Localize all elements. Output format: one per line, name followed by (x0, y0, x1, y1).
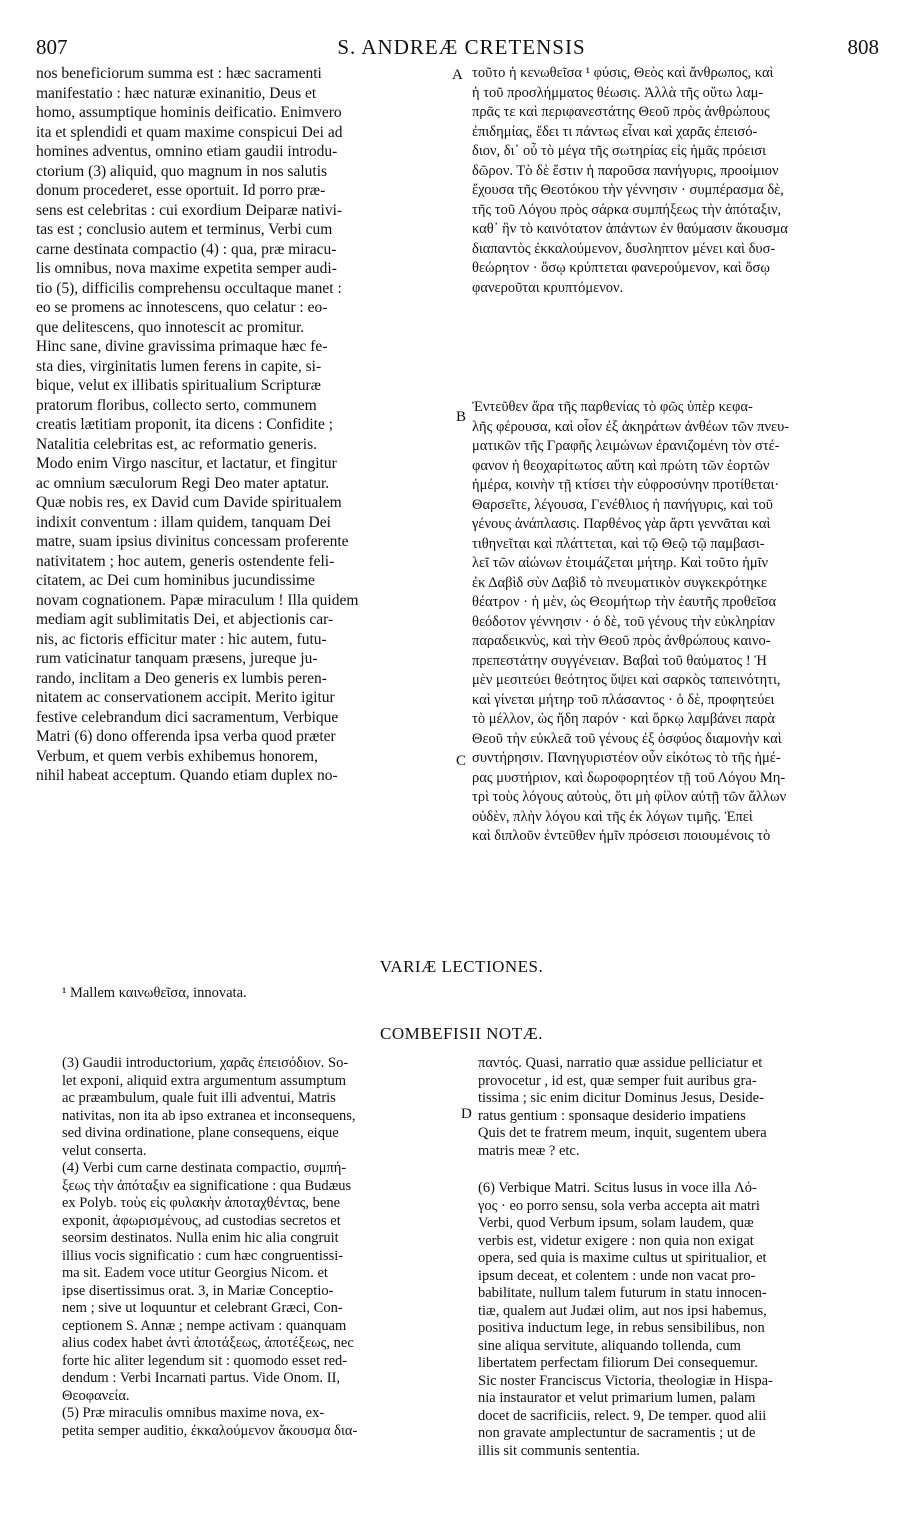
note-line: nativitas, non ita ab ipso extranea et inconsequens, (62, 1107, 356, 1124)
latin-text-line: ac omnium sæculorum Regi Deo mater aptatur. (36, 474, 330, 492)
latin-text-line: ctorium (3) aliquid, quo magnum in nos salutis (36, 162, 328, 180)
greek-text-line: τὸ μέλλον, ὡς ἤδη παρόν · καὶ ὅρκῳ λαμβάνει παρὰ (472, 711, 775, 727)
greek-text-line: θεόδοτον γέννησιν · ὁ δὲ, τοῦ γένους τὴν εὐκληρίαν (472, 613, 775, 630)
latin-text-line: homo, assumptique hominis deificatio. Enimvero (36, 104, 342, 121)
note-line: illius vocis significatio : cum hæc congruentissi- (62, 1247, 344, 1264)
greek-text-line: λῆς φέρουσα, καὶ οἷον ἐξ ἀκηράτων ἀνθέων τῶν πνευ- (472, 418, 790, 435)
latin-text-line: nativitatem ; hoc autem, generis ostendente feli- (36, 552, 335, 570)
note-line: ex Polyb. τοὺς εἰς φυλακὴν ἀποταχθέντας, bene (62, 1195, 341, 1211)
latin-text-line: rando, inclitam a Deo generis ex lumbis peren- (36, 669, 327, 687)
note-line: tissima ; sic enim dicitur Dominus Jesus, Deside- (478, 1090, 764, 1106)
greek-text-line: ἐκ Δαβὶδ σὺν Δαβὶδ τὸ πνευματικὸν συγκεκρότηκε (472, 574, 767, 591)
greek-text-line: τιθηνεῖται καὶ πλάττεται, καὶ τῷ Θεῷ τῷ παμβασι- (472, 535, 765, 552)
note-line: matris meæ ? etc. (478, 1142, 580, 1159)
greek-text-column-top (472, 64, 890, 298)
greek-text-line: διαπαντὸς ἐκκαλούμενον, δυσληπτον μένει καὶ δυσ- (472, 240, 776, 257)
variant-reading-note: ¹ Mallem καινωθεῖσα, innovata. (62, 985, 247, 1001)
note-line: positiva inductum lege, in rebus sensibilibus, non (478, 1320, 765, 1336)
margin-marker-b: B (456, 409, 467, 425)
notes-right-column-bottom (478, 1180, 893, 1460)
note-line: nia instaurator et velut primarium lumen, palam (478, 1390, 756, 1406)
latin-text-line: bique, velut ex illibatis spiritualium Scripturæ (36, 377, 321, 394)
note-line: petita semper auditio, ἐκκαλούμενον ἄκουσμα δια- (62, 1422, 358, 1439)
note-line: tiæ, qualem aut Judæi olim, aut nos ipsi habemus, (478, 1302, 767, 1319)
greek-text-line: Θεοῦ τὴν εὐκλεᾶ τοῦ γένους ἐξ ὀσφύος διαμονὴν καὶ (472, 730, 782, 747)
latin-text-line: Quæ nobis res, ex David cum Davide spiritualem (36, 494, 342, 511)
latin-text-line: lis omnibus, nova maxime expetita semper audi- (36, 260, 337, 277)
greek-text-line: ἡ τοῦ προσλήμματος θέωσις. Ἀλλὰ τῆς οὕτω λαμ- (472, 84, 764, 101)
latin-text-line: matre, suam ipsius divinitus concessam proferente (36, 533, 349, 550)
greek-text-line: παραδεικνὺς, καὶ τὴν Θεοῦ πρὸς ἀνθρώπους καινο- (472, 633, 771, 649)
note-line: Quis det te fratrem meum, inquit, sugentem ubera (478, 1125, 767, 1141)
note-line: ipse disertissimus orat. 3, in Mariæ Conceptio- (62, 1282, 334, 1299)
notes-right-column-top (478, 1055, 893, 1160)
variae-lectiones-heading: VARIÆ LECTIONES. (379, 957, 544, 976)
greek-text-column-bottom (472, 398, 890, 847)
note-line: sed divina ordinatione, plane consequens, eique (62, 1125, 339, 1141)
greek-text-line: δῶρον. Τὸ δὲ ἔστιν ἡ παροῦσα πανήγυρις, προοίμιον (472, 162, 779, 179)
latin-text-line: mediam agit sublimitatis Dei, et abjectionis car- (36, 611, 334, 628)
note-line: ceptionem S. Annæ ; nempe activam : quanquam (62, 1317, 347, 1334)
note-line: nem ; sive ut loquuntur et celebrant Græci, Con- (62, 1300, 343, 1316)
greek-text-line: φανεροῦται κρυπτόμενον. (472, 279, 624, 296)
latin-text-line: nitatem ac conservationem accipit. Merito igitur (36, 689, 335, 706)
note-line: velut conserta. (62, 1142, 147, 1159)
greek-text-line: πρεπεστάτην συγγένειαν. Βαβαὶ τοῦ θαύματος ! Ἡ (472, 652, 767, 669)
greek-text-line: ἔχουσα τῆς Θεοτόκου τὴν γέννησιν · συμπέρασμα δὲ, (472, 182, 784, 198)
note-line: let exponi, aliquid extra argumentum assumptum (62, 1072, 347, 1089)
latin-text-line: carne destinata compactio (4) : qua, præ miracu- (36, 240, 337, 258)
latin-text-line: Natalitia celebritas est, ac reformatio generis. (36, 435, 318, 453)
page-number-left: 807 (36, 35, 68, 59)
note-line: provocetur , id est, quæ semper fuit auribus gra- (478, 1072, 757, 1089)
greek-text-line: Ἐντεῦθεν ἄρα τῆς παρθενίας τὸ φῶς ὑπὲρ κεφα- (472, 399, 753, 415)
latin-text-line: manifestatio : hæc naturæ exinanitio, Deus et (36, 84, 317, 102)
latin-text-line: citatem, ac Dei cum hominibus jucundissime (36, 572, 315, 589)
note-line: alius codex habet ἀντὶ ἀποτάξεως, ἀποτέξεως, nec (62, 1335, 354, 1351)
note-line: forte hic aliter legendum sit : quomodo esset red- (62, 1352, 348, 1369)
note-line: babilitate, nullum talem futurum in statu innocen- (478, 1285, 767, 1301)
latin-text-line: donum procederet, esse oportuit. Id porro præ- (36, 182, 326, 199)
latin-text-line: rum vaticinatur tanquam præsens, jureque ju- (36, 650, 318, 667)
greek-text-line: καὶ διπλοῦν ἐντεῦθεν ἡμῖν πρόσεισι ποιουμένοις τὸ (472, 828, 771, 844)
greek-text-line: καθ᾽ ἣν τὸ καινότατον ἁπάντων ἐν θαύμασιν ἄκουσμα (472, 221, 788, 237)
note-line: libertatem perfectam filiorum Dei consequemur. (478, 1355, 758, 1371)
latin-text-line: pratorum floribus, collecto serto, communem (36, 396, 317, 414)
note-line: docet de sacrificiis, relect. 9, De temper. quod alii (478, 1407, 767, 1424)
latin-text-line: novam cognationem. Papæ miraculum ! Illa quidem (36, 591, 359, 609)
greek-text-line: γένους ἀνάπλασις. Παρθένος γὰρ ἄρτι γεννᾶται καὶ (472, 516, 771, 532)
note-line: seorsim destinatos. Nulla enim hic alia congruit (62, 1230, 339, 1246)
latin-text-line: Hinc sane, divine gravissima primaque hæc fe- (36, 338, 328, 355)
note-line: non gravate amplectuntur de sacramentis ; ut de (478, 1425, 756, 1441)
latin-text-line: nos beneficiorum summa est : hæc sacramenti (36, 65, 322, 82)
latin-text-line: tio (5), difficilis comprehensu occultaque manet : (36, 279, 342, 297)
note-line: ratus gentium : sponsaque desiderio impatiens (478, 1107, 746, 1124)
latin-text-line: ita et splendidi et quam maxime conspicui Dei ad (36, 123, 343, 141)
latin-text-column (36, 64, 454, 786)
note-line: dendum : Verbi Incarnati partus. Vide Onom. II, (62, 1370, 341, 1386)
note-line: Θεοφανεία. (62, 1387, 130, 1404)
note-line: ξεως τὴν ἀπόταξιν ea significatione : qua Budæus (62, 1177, 352, 1194)
greek-text-line: καὶ γίνεται μήτηρ τοῦ πλάσαντος · ὁ δὲ, προφητεύει (472, 691, 775, 708)
note-line: παντός. Quasi, narratio quæ assidue pelliciatur et (478, 1055, 763, 1071)
latin-text-line: festive celebrandum dici sacramentum, Verbique (36, 708, 339, 726)
greek-text-line: τοῦτο ἡ κενωθεῖσα ¹ φύσις, Θεὸς καὶ ἄνθρωπος, καὶ (472, 65, 774, 81)
latin-text-line: eo se promens ac innotescens, quo celatur : eo- (36, 299, 328, 316)
latin-text-line: Matri (6) dono offerenda ipsa verba quod præter (36, 728, 336, 745)
greek-text-line: φανον ἡ θεοχαρίτωτος αὕτη καὶ πρώτη τῶν ἑορτῶν (472, 457, 770, 474)
note-line: exponit, ἀφωρισμένους, ad custodias secretos et (62, 1212, 341, 1229)
note-line: sine aliqua servitute, aliquando tollenda, cum (478, 1337, 741, 1354)
note-line: Verbi, quod Verbum ipsum, solam laudem, quæ (478, 1215, 754, 1231)
latin-text-line: indixit conventum : illam quidem, tanquam Dei (36, 513, 331, 531)
greek-text-line: θεώρητον · ὅσῳ κρύπτεται φανερούμενον, καὶ ὅσῳ (472, 260, 770, 276)
running-title: S. ANDREÆ CRETENSIS (337, 35, 586, 59)
note-line: γος · eo porro sensu, sola verba accepta ait matri (478, 1197, 760, 1214)
note-line: Sic noster Franciscus Victoria, theologiæ in Hispa- (478, 1372, 773, 1389)
greek-text-line: Θαρσεῖτε, λέγουσα, Γενέθλιος ἡ πανήγυρις, καὶ τοῦ (472, 496, 773, 513)
notes-left-column (62, 1055, 457, 1440)
latin-text-line: nis, ac fictoris efficitur mater : hic autem, futu- (36, 630, 327, 648)
note-line: (5) Præ miraculis omnibus maxime nova, ex- (62, 1405, 325, 1421)
note-line: ipsum deceat, et colentem : unde non vacat pro- (478, 1267, 756, 1284)
margin-marker-c: C (456, 753, 467, 769)
note-line: ma sit. Eadem voce utitur Georgius Nicom. et (62, 1265, 328, 1281)
note-line: illis sit communis sententia. (478, 1442, 640, 1459)
greek-text-line: μὲν μεσιτεύει θεότητος ὕψει καὶ σαρκὸς ταπεινότητι, (472, 672, 781, 688)
latin-text-line: sens est celebritas : cui exordium Deiparæ nativi- (36, 201, 343, 219)
greek-text-line: συντήρησιν. Πανηγυριστέον οὖν εἰκότως τὸ τῆς ἡμέ- (472, 750, 781, 766)
greek-text-line: θέατρον · ἡ μὲν, ὡς Θεομήτωρ τὴν ἑαυτῆς προθεῖσα (472, 594, 777, 610)
margin-marker-d: D (461, 1106, 472, 1122)
note-line: (6) Verbique Matri. Scitus lusus in voce illa Λό- (478, 1180, 757, 1196)
latin-text-line: tas est ; conclusio autem et terminus, Verbi cum (36, 221, 333, 238)
greek-text-line: ἡμέρα, κοινὴν τῇ κτίσει τὴν εὐφροσύνην προτίθεται· (472, 477, 780, 493)
greek-text-line: τῆς τοῦ Λόγου πρὸς σάρκα συμπήξεως τὴν ἀπόταξιν, (472, 201, 782, 218)
greek-text-line: λεῖ τῶν αἰώνων ἑτοιμάζεται μήτηρ. Καὶ τοῦτο ἡμῖν (472, 555, 769, 571)
note-line: (4) Verbi cum carne destinata compactio, συμπή- (62, 1160, 347, 1176)
greek-text-line: ἐπιδημίας, ἔδει τι πάντως εἶναι καὶ χαρᾶς ἐπεισό- (472, 123, 758, 140)
greek-text-line: ματικῶν τῆς Γραφῆς λειμώνων ἐρανιζομένη τὸν στέ- (472, 438, 780, 454)
note-line: verbis est, videtur exigere : non quia non exigat (478, 1232, 754, 1249)
latin-text-line: Verbum, et quem verbis exhibemus honorem, (36, 747, 318, 765)
latin-text-line: sta dies, virginitatis lumen ferens in capite, si- (36, 357, 322, 375)
page-number-right: 808 (847, 35, 879, 59)
greek-text-line: τρὶ τοὺς λόγους αὐτοὺς, ὅτι μὴ φίλον αὐτῇ τῶν ἄλλων (472, 789, 787, 805)
latin-text-line: que delitescens, quo innotescit ac promitur. (36, 318, 305, 336)
latin-text-line: homines adventus, omnino etiam gaudii introdu- (36, 143, 338, 160)
note-line: (3) Gaudii introductorium, χαρᾶς ἐπεισόδιον. So- (62, 1055, 349, 1071)
combefisii-notae-heading: COMBEFISII NOTÆ. (380, 1024, 543, 1043)
greek-text-line: πρᾶς τε καὶ περιφανεστάτης Θεοῦ πρὸς ἀνθρώπους (472, 104, 770, 120)
greek-text-line: οὐδὲν, πλὴν λόγου καὶ τῆς ἐκ λόγων τιμῆς. Ἐπεὶ (472, 808, 753, 825)
latin-text-line: nihil habeat acceptum. Quando etiam duplex no- (36, 767, 338, 784)
margin-marker-a: A (452, 67, 463, 83)
latin-text-line: creatis lætitiam proponit, ita dicens : Confidite ; (36, 416, 334, 433)
note-line: ac præambulum, quale fuit illi adventui, Matris (62, 1090, 336, 1106)
greek-text-line: ρας μυστήριον, καὶ δωροφορητέον τῇ τοῦ Λόγου Μη- (472, 769, 786, 786)
greek-text-line: διον, δι᾽ οὗ τὸ μέγα τῆς σωτηρίας εἰς ἡμᾶς πρόεισι (472, 143, 767, 159)
latin-text-line: Modo enim Virgo nascitur, et lactatur, et fingitur (36, 455, 337, 472)
note-line: opera, sed quia is maxime cultus ut spiritualior, et (478, 1250, 767, 1266)
